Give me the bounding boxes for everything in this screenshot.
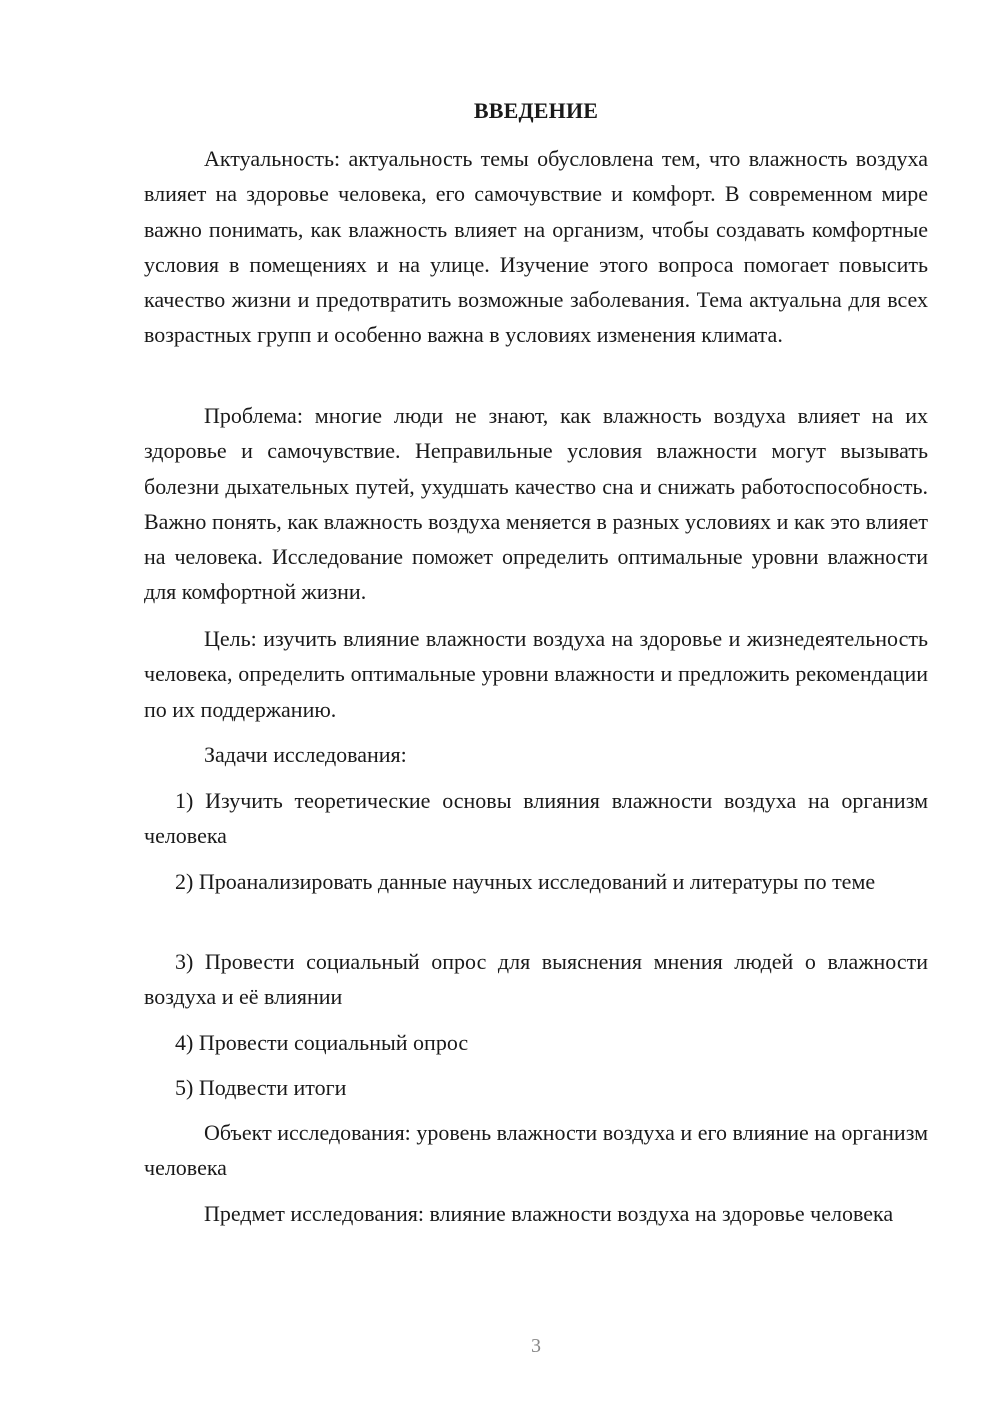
paragraph-relevance: Актуальность: актуальность темы обусловлена тем, что влажность воздуха влияет на здоровье человека, его самочувствие и комфорт. В современном мире важно понимать, как влажность влияет на организм, чтобы создавать комфортные условия в помещениях и на улице. Изучение этого вопроса помогает повысить качество жизни и предотвратить возможные заболевания. Тема актуальна для всех возрастных групп и особенно важна в условиях изменения климата. [144, 146, 928, 348]
task-item-3: 3) Провести социальный опрос для выяснения мнения людей о влажности воздуха и её влиянии [144, 949, 928, 1010]
page-title: ВВЕДЕНИЕ [473, 98, 599, 123]
paragraph-tasks-heading: Задачи исследования: [204, 742, 407, 767]
paragraph-problem: Проблема: многие люди не знают, как влажность воздуха влияет на их здоровье и самочувствие. Неправильные условия влажности могут вызывать болезни дыхательных путей, ухудшать качество сна и снижать работоспособность. Важно понять, как влажность воздуха меняется в разных условиях и как это влияет на человека. Исследование поможет определить оптимальные уровни влажности для комфортной жизни. [144, 403, 928, 605]
task-item-2: 2) Проанализировать данные научных исследований и литературы по теме [175, 869, 876, 894]
task-item-4: 4) Провести социальный опрос [175, 1030, 469, 1055]
task-item-1: 1) Изучить теоретические основы влияния влажности воздуха на организм человека [144, 788, 928, 849]
paragraph-goal: Цель: изучить влияние влажности воздуха на здоровье и жизнедеятельность человека, определить оптимальные уровни влажности и предложить рекомендации по их поддержанию. [144, 626, 928, 722]
paragraph-subject: Предмет исследования: влияние влажности воздуха на здоровье человека [204, 1201, 894, 1226]
paragraph-object: Объект исследования: уровень влажности воздуха и его влияние на организм человека [144, 1120, 928, 1181]
task-item-5: 5) Подвести итоги [175, 1075, 347, 1100]
page-number: 3 [531, 1335, 541, 1357]
